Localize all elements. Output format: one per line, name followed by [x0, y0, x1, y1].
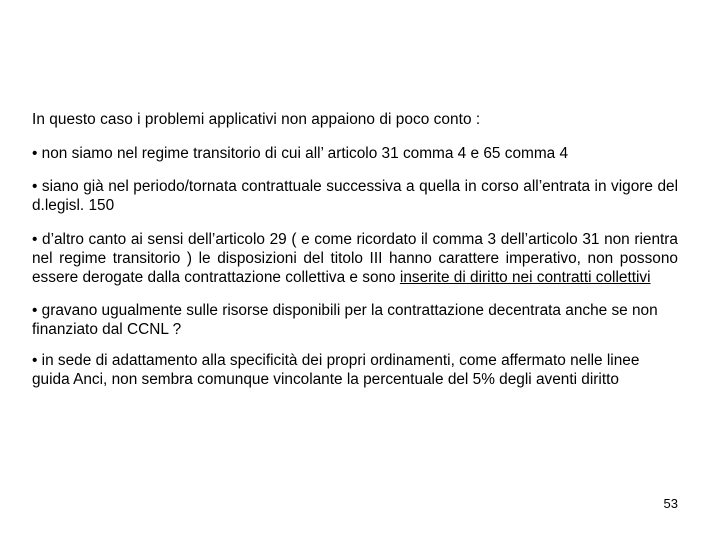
bullet-article-29: [32, 230, 678, 287]
bullet-resources: • gravano ugualmente sulle risorse disponibili per la contrattazione decentrata anche se non finanziato dal CCNL ?: [32, 302, 658, 338]
bullet-article-29-text: • d’altro canto ai sensi dell’articolo 29 ( e come ricordato il comma 3 dell’articolo 31 non rientra nel regime transitorio ) le disposizioni del titolo III hanno carattere imperativo, non possono essere derogate dalla contrattazione collettiva e sono: [32, 231, 678, 286]
bullet-contract-period: • siano già nel periodo/tornata contrattuale successiva a quella in corso all’entrata in vigore del d.legisl. 150: [32, 178, 678, 214]
slide-content: [32, 110, 678, 400]
page-number: 53: [663, 496, 678, 511]
slide-heading: In questo caso i problemi applicativi non appaiono di poco conto :: [32, 111, 481, 128]
bullet-article-29-underlined: inserite di diritto nei contratti collettivi: [399, 269, 651, 286]
bullet-adaptation: • in sede di adattamento alla specificità dei propri ordinamenti, come affermato nelle linee guida Anci, non sembra comunque vincolante la percentuale del 5% degli aventi diritto: [32, 352, 640, 388]
bullet-transitional-regime: • non siamo nel regime transitorio di cui all’ articolo 31 comma 4 e 65 comma 4: [32, 145, 569, 162]
